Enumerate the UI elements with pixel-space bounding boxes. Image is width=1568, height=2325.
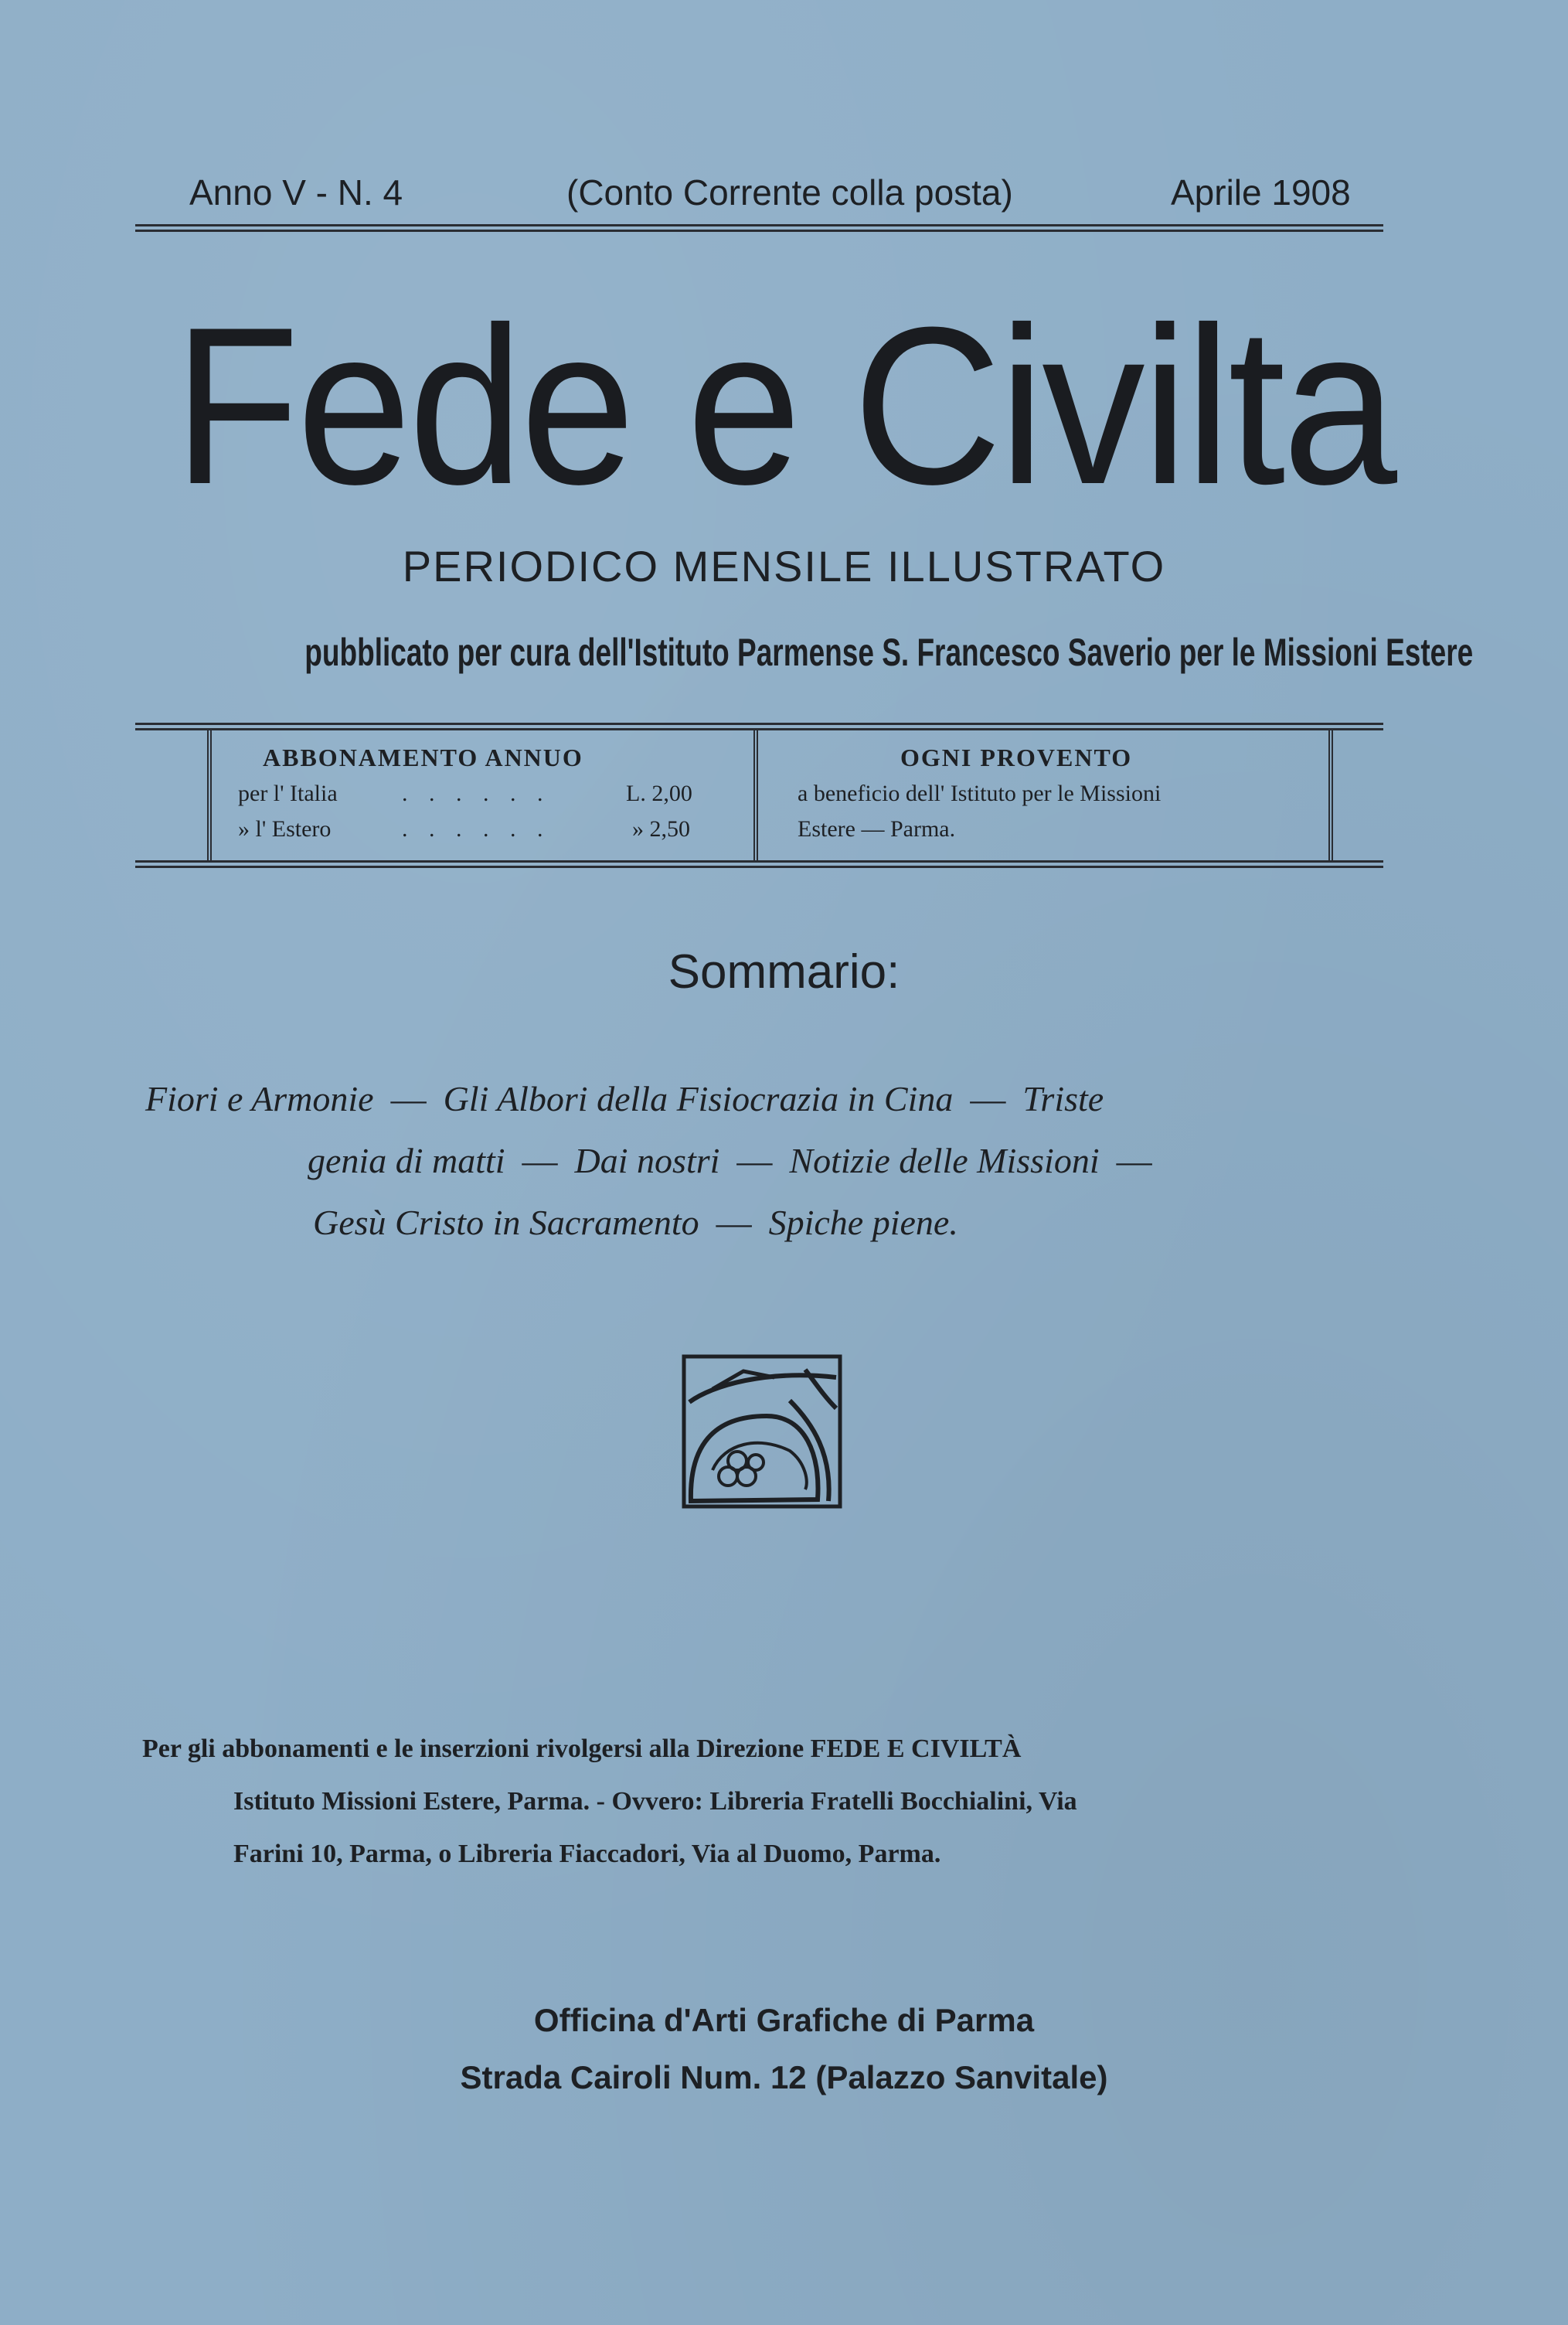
masthead-title: Fede e Civilta <box>173 281 1395 531</box>
price-abroad-value: » 2,50 <box>632 816 690 842</box>
contact-line-3: Farini 10, Parma, o Libreria Fiaccadori, Via al Duomo, Parma. <box>233 1840 941 1868</box>
summary-item: Dai nostri <box>574 1141 720 1180</box>
contact-line-1: Per gli abbonamenti e le inserzioni rivolgersi alla Direzione FEDE E CIVILTÀ <box>142 1734 1022 1763</box>
printer-name: Officina d'Arti Grafiche di Parma <box>533 2002 1035 2038</box>
header-rule <box>135 224 1383 232</box>
proceeds-line-2: Estere — Parma. <box>798 816 956 842</box>
price-italy-value: L. 2,00 <box>626 781 692 806</box>
price-abroad-leader: . . . . . . <box>402 816 551 842</box>
summary-item: Notizie delle Missioni <box>789 1141 1100 1180</box>
emblem-logo <box>682 1354 842 1509</box>
box-bottom-rule <box>135 860 1383 868</box>
summary-heading: Sommario: <box>668 945 900 999</box>
price-abroad-label: » l' Estero <box>238 816 332 842</box>
box-top-rule <box>135 723 1383 730</box>
box-divider <box>753 730 764 860</box>
postal-note: (Conto Corrente colla posta) <box>566 172 1013 213</box>
summary-line-2: genia di matti — Dai nostri — Notizie delle Missioni — <box>308 1141 1152 1180</box>
publisher-line: pubblicato per cura dell'Istituto Parmense S. Francesco Saverio per le Missioni Estere <box>304 631 1474 674</box>
subscription-title: ABBONAMENTO ANNUO <box>263 744 583 771</box>
printer-address: Strada Cairoli Num. 12 (Palazzo Sanvitale) <box>460 2059 1108 2095</box>
summary-line-3: Gesù Cristo in Sacramento — Spiche piene. <box>313 1203 958 1242</box>
summary-item: genia di matti <box>308 1141 505 1180</box>
proceeds-line-1: a beneficio dell' Istituto per le Missioni <box>798 781 1162 806</box>
price-italy-leader: . . . . . . <box>402 781 551 806</box>
summary-item: Fiori e Armonie <box>145 1079 374 1118</box>
price-italy-label: per l' Italia <box>238 781 338 806</box>
summary-line-1: Fiori e Armonie — Gli Albori della Fisiocrazia in Cina — Triste <box>145 1079 1104 1118</box>
summary-item: Gesù Cristo in Sacramento <box>313 1203 699 1242</box>
contact-line-2: Istituto Missioni Estere, Parma. - Ovvero: Libreria Fratelli Bocchialini, Via <box>233 1787 1077 1816</box>
proceeds-title: OGNI PROVENTO <box>900 744 1133 771</box>
summary-item: Triste <box>1022 1079 1104 1118</box>
masthead-subtitle: PERIODICO MENSILE ILLUSTRATO <box>402 542 1166 591</box>
issue-date: Aprile 1908 <box>1171 172 1351 213</box>
issue-number: Anno V - N. 4 <box>189 172 403 213</box>
summary-item: Spiche piene. <box>768 1203 958 1242</box>
summary-item: Gli Albori della Fisiocrazia in Cina <box>443 1079 954 1118</box>
